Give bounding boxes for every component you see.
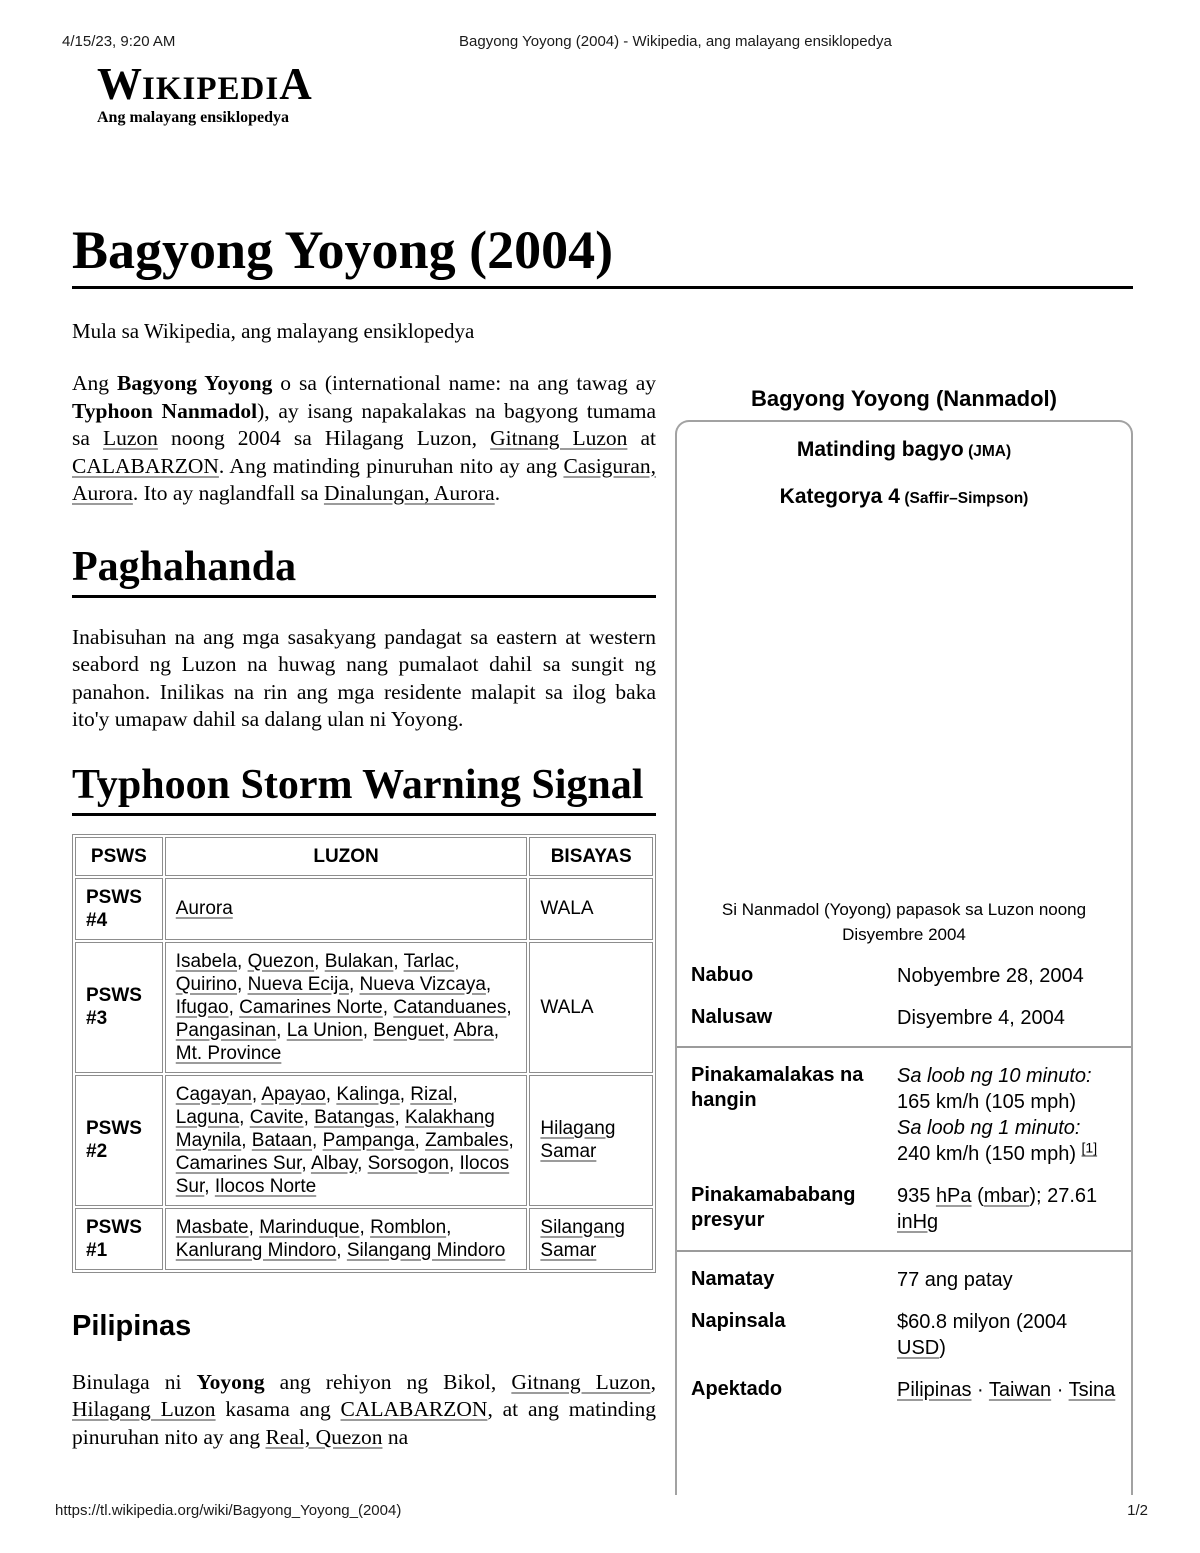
link[interactable]: Ilocos Norte [214, 1175, 317, 1197]
infobox-table [691, 955, 1117, 1411]
text-segment: , [204, 1175, 215, 1197]
infobox-divider-row [691, 1243, 1117, 1259]
infobox-row-label: Nalusaw [691, 1006, 773, 1028]
infobox-value-line [897, 1089, 1117, 1115]
link[interactable]: Luzon [102, 426, 158, 450]
wikipedia-tagline: Ang malayang ensiklopedya [97, 109, 290, 126]
link[interactable]: CALABARZON [72, 453, 219, 478]
wordmark-letter: W [97, 59, 142, 109]
storm-classification-label: Matinding bagyo [796, 438, 964, 461]
infobox-row-value [887, 955, 1117, 997]
text-segment: Typhoon Nanmadol [72, 398, 258, 423]
link[interactable]: Tsina [1068, 1379, 1116, 1401]
link[interactable]: Benguet [373, 1019, 445, 1041]
paghahanda-paragraph [72, 624, 656, 734]
link[interactable]: Nueva Vizcaya [359, 973, 486, 995]
luzon-areas-cell [165, 1208, 528, 1270]
psws-table-header-row [75, 837, 653, 876]
link[interactable]: Silangang Mindoro [346, 1239, 506, 1261]
link[interactable]: Quezon [247, 950, 315, 972]
wikipedia-logo[interactable] [97, 59, 312, 127]
infobox-value-line [897, 1141, 1117, 1167]
psws-column-header: PSWS [75, 837, 163, 876]
link[interactable]: Casiguran, Aurora [72, 453, 656, 505]
infobox-data-row [691, 955, 1117, 997]
text-segment: , [228, 996, 240, 1018]
link[interactable]: Zambales [425, 1129, 509, 1151]
storm-classification-agency: (JMA) [968, 443, 1012, 460]
text-segment: , [303, 1106, 315, 1128]
infobox-divider-row [691, 1039, 1117, 1055]
infobox-data-row [691, 1175, 1117, 1243]
link[interactable]: La Union [286, 1019, 363, 1041]
infobox-value-line [897, 1115, 1117, 1141]
text-segment: , [382, 996, 394, 1018]
bisayas-areas-cell [529, 1075, 653, 1206]
link[interactable]: Nueva Ecija [247, 973, 349, 995]
infobox-row-value [887, 1055, 1117, 1175]
footer-page-number: 1/2 [1127, 1502, 1148, 1519]
text-segment: , [414, 1129, 426, 1151]
link[interactable]: Laguna [175, 1106, 240, 1128]
luzon-column-header: LUZON [165, 837, 528, 876]
text-segment: ); 27.61 [1029, 1185, 1098, 1207]
link[interactable]: Gitnang Luzon [511, 1369, 651, 1394]
text-segment: , [325, 1083, 337, 1105]
link[interactable]: Apayao [261, 1083, 326, 1105]
infobox-data-row [691, 997, 1117, 1039]
text-segment: , [239, 1106, 250, 1128]
infobox-title: Bagyong Yoyong (Nanmadol) [751, 386, 1057, 411]
bisayas-areas-cell [529, 878, 653, 940]
link[interactable]: Pangasinan [175, 1019, 277, 1041]
psws-level-label: PSWS #3 [75, 942, 163, 1073]
infobox-divider [677, 1046, 1131, 1048]
text-segment: Binulaga ni [72, 1369, 197, 1394]
text-segment: , [336, 1239, 347, 1261]
link[interactable]: Pilipinas [897, 1379, 972, 1401]
link[interactable]: USD [897, 1337, 940, 1359]
text-segment: . Ito ay naglandfall sa [132, 481, 324, 505]
storm-category-label: Kategorya 4 [779, 485, 900, 508]
text-segment: Bagyong Yoyong [117, 371, 273, 395]
text-segment: , [650, 1369, 656, 1394]
text-segment: 77 ang patay [897, 1269, 1013, 1291]
text-segment: , [448, 1152, 460, 1174]
link[interactable]: Abra [453, 1019, 494, 1041]
text-segment: ) [939, 1337, 946, 1359]
infobox-row-label: Namatay [691, 1268, 775, 1290]
link[interactable]: Cavite [249, 1106, 304, 1128]
link[interactable]: Rizal [410, 1083, 453, 1105]
table-row-psws4 [75, 878, 653, 940]
infobox-data-row [691, 1259, 1117, 1301]
link[interactable]: Isabela [175, 950, 238, 972]
infobox-data-row [691, 1055, 1117, 1175]
link[interactable]: Catanduanes [393, 996, 507, 1018]
text-segment: , [251, 1083, 262, 1105]
text-segment: . Ang matinding pinuruhan nito ay ang [218, 453, 564, 478]
text-segment: WALA [540, 898, 594, 919]
link[interactable]: Camarines Norte [239, 996, 383, 1018]
infobox-rows [691, 955, 1117, 1411]
storm-infobox [675, 386, 1133, 1495]
link[interactable]: Ifugao [175, 996, 229, 1018]
table-row-psws3 [75, 942, 653, 1073]
infobox-row-label: Apektado [691, 1378, 783, 1400]
link[interactable]: Kanlurang Mindoro [175, 1239, 337, 1261]
infobox-row-label: Nabuo [691, 964, 754, 986]
wordmark-letters: IKIPEDI [142, 71, 280, 107]
link[interactable]: Ilocos Sur [175, 1152, 510, 1197]
text-segment: , [485, 973, 492, 995]
reference-link[interactable]: [1] [1081, 1139, 1098, 1156]
text-segment: Sa loob ng 10 minuto: [897, 1065, 1092, 1087]
infobox-box [675, 420, 1133, 1495]
text-segment: , [241, 1129, 252, 1151]
text-segment: , [314, 950, 325, 972]
link[interactable]: Camarines Sur [175, 1152, 302, 1174]
text-segment: o sa (international name: na ang tawag ay [272, 371, 656, 395]
infobox-divider-cell [691, 1243, 1117, 1259]
footer-url: https://tl.wikipedia.org/wiki/Bagyong_Yoyong_(2004) [55, 1502, 402, 1519]
link[interactable]: Quirino [175, 973, 237, 995]
from-wikipedia-line: Mula sa Wikipedia, ang malayang ensiklopedya [72, 319, 475, 343]
bisayas-areas-cell [529, 1208, 653, 1270]
text-segment: Inabisuhan na ang mga sasakyang pandagat sa eastern at western seabord ng Luzon na huwag nang pumalaot dahil sa sungit ng panahon. Inilikas na rin ang mga residente malapit sa ilog baka ito'y umapaw dahil sa dalang ulan ni Yoyong. [72, 624, 656, 731]
text-segment: Disyembre 4, 2004 [897, 1007, 1065, 1029]
wikipedia-wordmark [97, 59, 312, 109]
infobox-divider [677, 1250, 1131, 1252]
storm-image-placeholder [691, 509, 1117, 897]
luzon-areas-cell [165, 1075, 528, 1206]
text-segment: · [1051, 1379, 1069, 1401]
text-segment: ang rehiyon ng Bikol, [264, 1369, 512, 1394]
link[interactable]: Mt. Province [175, 1042, 282, 1064]
text-segment: , [359, 1216, 371, 1238]
text-segment: Yoyong [196, 1369, 265, 1394]
infobox-row-label: Pinakamalakas na hangin [691, 1064, 864, 1111]
psws-level-label: PSWS #1 [75, 1208, 163, 1270]
link[interactable]: mbar [983, 1185, 1030, 1207]
infobox-row-label: Pinakamababang presyur [691, 1184, 856, 1231]
infobox-row-value [887, 1175, 1117, 1243]
text-segment: , [506, 996, 512, 1018]
infobox-value-line [897, 1063, 1117, 1089]
print-datetime: 4/15/23, 9:20 AM [62, 33, 176, 50]
text-segment: na [382, 1424, 409, 1449]
infobox-row-value [887, 1259, 1117, 1301]
link[interactable]: Silangang Samar [540, 1216, 625, 1261]
text-segment: , [394, 1106, 405, 1128]
text-segment: , [248, 1216, 260, 1238]
article-body-column [72, 370, 656, 1451]
text-segment: , at ang matinding pinuruhan nito ay ang [72, 1397, 656, 1449]
link[interactable]: Albay [310, 1152, 358, 1174]
link[interactable]: Cagayan [175, 1083, 252, 1105]
section-heading-warning-signal: Typhoon Storm Warning Signal [72, 762, 656, 816]
infobox-row-label: Napinsala [691, 1310, 786, 1332]
link[interactable]: Masbate [175, 1216, 249, 1238]
text-segment: 165 km/h (105 mph) [897, 1091, 1076, 1113]
link[interactable]: Kalakhang Maynila [175, 1106, 495, 1151]
infobox-data-row [691, 1369, 1117, 1411]
link[interactable]: Aurora [175, 898, 233, 919]
text-segment: , [454, 950, 460, 972]
text-segment: ), ay isang napakalakas na bagyong tumama sa [72, 398, 656, 450]
link[interactable]: Real, Quezon [265, 1424, 383, 1449]
link[interactable]: Hilagang Samar [540, 1118, 616, 1162]
psws-level-label: PSWS #4 [75, 878, 163, 940]
text-segment: kasama ang [215, 1397, 341, 1421]
link[interactable]: CALABARZON [340, 1397, 488, 1421]
text-segment: at [627, 426, 656, 450]
text-segment: , [312, 1129, 323, 1151]
text-segment: , [508, 1129, 514, 1151]
text-segment: noong 2004 sa Hilagang Luzon, [157, 426, 491, 450]
link[interactable]: Marinduque [259, 1216, 360, 1238]
link[interactable]: Sorsogon [367, 1152, 449, 1174]
luzon-areas-cell [165, 942, 528, 1073]
storm-image-caption: Si Nanmadol (Yoyong) papasok sa Luzon noong Disyembre 2004 [721, 900, 1087, 944]
text-segment: , [301, 1152, 311, 1174]
link[interactable]: Bataan [251, 1129, 313, 1151]
link[interactable]: inHg [897, 1211, 939, 1233]
text-segment: . [494, 481, 501, 505]
link[interactable]: Tarlac [403, 950, 455, 972]
text-segment: , [276, 1019, 287, 1041]
text-segment: , [493, 1019, 500, 1041]
text-segment: · [971, 1379, 989, 1401]
link[interactable]: Batangas [314, 1106, 395, 1128]
text-segment: 240 km/h (150 mph) [897, 1143, 1082, 1165]
text-segment: , [348, 973, 360, 995]
storm-classification-jma [691, 438, 1117, 462]
psws-level-label: PSWS #2 [75, 1075, 163, 1206]
infobox-data-row [691, 1301, 1117, 1369]
text-segment: , [452, 1083, 458, 1105]
infobox-row-value [887, 1369, 1117, 1411]
text-segment: , [399, 1083, 411, 1105]
table-row-psws2 [75, 1075, 653, 1206]
link[interactable]: hPa [935, 1185, 972, 1207]
article-title: Bagyong Yoyong (2004) [72, 220, 1133, 289]
section-heading-pilipinas: Pilipinas [72, 1309, 192, 1342]
link[interactable]: Kalinga [336, 1083, 400, 1105]
text-segment: , [357, 1152, 368, 1174]
text-segment: , [362, 1019, 374, 1041]
link[interactable]: Bulakan [324, 950, 394, 972]
storm-category-saffir-simpson [691, 485, 1117, 509]
link[interactable]: Dinalungan, Aurora [323, 481, 495, 505]
link[interactable]: Gitnang Luzon [490, 426, 628, 450]
text-segment: WALA [540, 996, 594, 1018]
text-segment: 935 [897, 1185, 936, 1207]
psws-table [72, 834, 656, 1273]
table-row-psws1 [75, 1208, 653, 1270]
link[interactable]: Hilagang Luzon [72, 1397, 216, 1421]
text-segment: , [446, 1216, 452, 1238]
text-segment: , [237, 950, 248, 972]
infobox-divider-cell [691, 1039, 1117, 1055]
pilipinas-paragraph [72, 1369, 656, 1452]
text-segment: Ang [72, 371, 117, 395]
wordmark-letter: A [279, 59, 312, 109]
text-segment: $60.8 milyon (2004 [897, 1311, 1068, 1333]
text-segment: , [393, 950, 404, 972]
intro-paragraph [72, 370, 656, 508]
text-segment: Nobyembre 28, 2004 [897, 965, 1084, 987]
text-segment: ( [971, 1185, 984, 1207]
infobox-row-value [887, 1301, 1117, 1369]
text-segment: , [237, 973, 248, 995]
bisayas-areas-cell [529, 942, 653, 1073]
print-doc-title: Bagyong Yoyong (2004) - Wikipedia, ang malayang ensiklopedya [459, 33, 892, 50]
link[interactable]: Pampanga [322, 1129, 415, 1151]
link[interactable]: Taiwan [988, 1379, 1052, 1401]
section-heading-paghahanda: Paghahanda [72, 544, 656, 598]
bisayas-column-header: BISAYAS [529, 837, 653, 876]
infobox-row-value [887, 997, 1117, 1039]
text-segment: , [444, 1019, 454, 1041]
text-segment: Sa loob ng 1 minuto: [897, 1117, 1081, 1139]
storm-category-scale: (Saffir–Simpson) [904, 490, 1029, 507]
link[interactable]: Romblon [370, 1216, 447, 1238]
luzon-areas-cell [165, 878, 528, 940]
